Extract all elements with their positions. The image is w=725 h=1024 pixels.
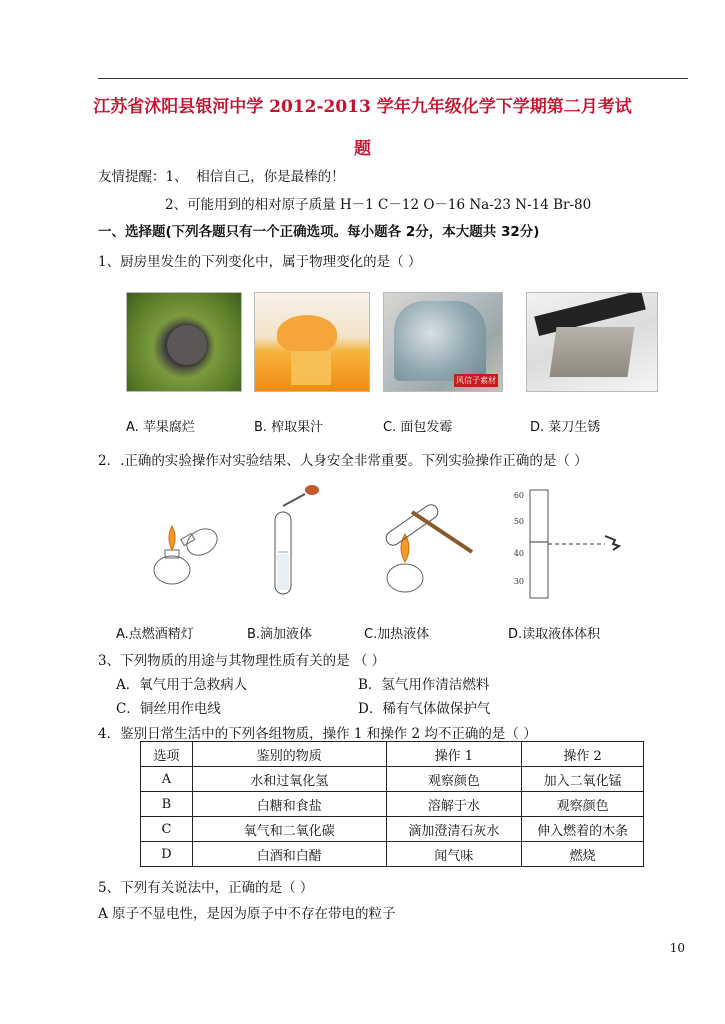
- tips-line-1: [98, 165, 345, 185]
- cylinder-tick-40: 40: [513, 549, 524, 558]
- q3-option-d: D．稀有气体做保护气: [358, 701, 491, 717]
- table-header-row: [141, 742, 644, 767]
- dropper-test-tube-diagram: [275, 485, 319, 594]
- table-row: [141, 842, 644, 867]
- table-row: [141, 767, 644, 792]
- table-header: 操作 2: [522, 742, 644, 767]
- table-row: [141, 817, 644, 842]
- q2-option-a: A.点燃酒精灯: [116, 627, 194, 642]
- heating-liquid-diagram: [383, 502, 472, 592]
- table-cell: B: [141, 792, 193, 817]
- q1-option-b: B. 榨取果汁: [254, 420, 324, 435]
- q2-option-c: C.加热液体: [364, 627, 430, 642]
- cylinder-tick-60: 60: [513, 491, 524, 500]
- lighting-alcohol-lamp-diagram: [154, 524, 222, 584]
- q2-option-b: B.滴加液体: [247, 627, 313, 642]
- table-cell: 滴加澄清石灰水: [386, 817, 522, 842]
- table-cell: C: [141, 817, 193, 842]
- table-cell: 伸入燃着的木条: [522, 817, 644, 842]
- table-header: 操作 1: [386, 742, 522, 767]
- page-title-continued: 题: [354, 139, 371, 159]
- tip-1: 相信自己，你是最棒的！: [196, 169, 345, 185]
- q2-option-d: D.读取液体体积: [508, 627, 601, 642]
- q1-option-a: A. 苹果腐烂: [126, 420, 195, 435]
- table-cell: 水和过氧化氢: [192, 767, 386, 792]
- table-cell: 观察颜色: [386, 767, 522, 792]
- header-rule: [98, 78, 688, 79]
- table-cell: D: [141, 842, 193, 867]
- table-row: [141, 792, 644, 817]
- identification-table: [140, 741, 644, 867]
- tips-label: 友情提醒：1、: [98, 169, 188, 185]
- question-3-stem: 3、下列物质的用途与其物理性质有关的是 （ ）: [98, 653, 386, 669]
- table-cell: 闻气味: [386, 842, 522, 867]
- q3-option-a: A．氧气用于急救病人: [116, 677, 248, 693]
- section-heading: 一、选择题(下列各题只有一个正确选项。每小题各 2分，本大题共 32分): [98, 224, 540, 240]
- table-cell: 白酒和白醋: [192, 842, 386, 867]
- page-number: 10: [669, 941, 685, 955]
- cylinder-tick-50: 50: [513, 517, 524, 526]
- q3-option-b: B．氢气用作清洁燃料: [358, 677, 490, 693]
- lab-operations-figure: [120, 482, 680, 614]
- juicer-image: [254, 292, 370, 392]
- photo-watermark: 风信子素材: [456, 376, 496, 385]
- table-cell: 加入二氧化锰: [522, 767, 644, 792]
- question-2-stem: 2．.正确的实验操作对实验结果、人身安全非常重要。下列实验操作正确的是（ ）: [98, 453, 588, 469]
- table-cell: 观察颜色: [522, 792, 644, 817]
- table-cell: 燃烧: [522, 842, 644, 867]
- cylinder-tick-30: 30: [513, 577, 524, 586]
- table-header: 鉴别的物质: [192, 742, 386, 767]
- question-1-stem: 1、厨房里发生的下列变化中，属于物理变化的是（ ）: [98, 254, 422, 270]
- table-header: 选项: [141, 742, 193, 767]
- table-cell: 氧气和二氧化碳: [192, 817, 386, 842]
- rusty-knife-image: [526, 292, 658, 392]
- table-cell: 白糖和食盐: [192, 792, 386, 817]
- tip-2: 2、可能用到的相对原子质量 H－1 C－12 O－16 Na-23 N-14 Br-80: [165, 197, 592, 213]
- moldy-bread-image: [383, 292, 503, 392]
- q1-option-c: C. 面包发霉: [383, 420, 453, 435]
- graduated-cylinder-diagram: [530, 490, 619, 598]
- rotting-apple-image: [126, 292, 242, 392]
- table-cell: 溶解于水: [386, 792, 522, 817]
- question-4-stem: 4．鉴别日常生活中的下列各组物质，操作 1 和操作 2 均不正确的是（ ）: [98, 726, 537, 742]
- table-cell: A: [141, 767, 193, 792]
- q5-option-a: A 原子不显电性，是因为原子中不存在带电的粒子: [98, 906, 396, 922]
- question-5-stem: 5、下列有关说法中，正确的是（ ）: [98, 880, 314, 896]
- q1-option-d: D. 菜刀生锈: [530, 420, 601, 435]
- q3-option-c: C．铜丝用作电线: [116, 701, 221, 717]
- page-title: 江苏省沭阳县银河中学 2012-2013 学年九年级化学下学期第二月考试: [93, 97, 632, 117]
